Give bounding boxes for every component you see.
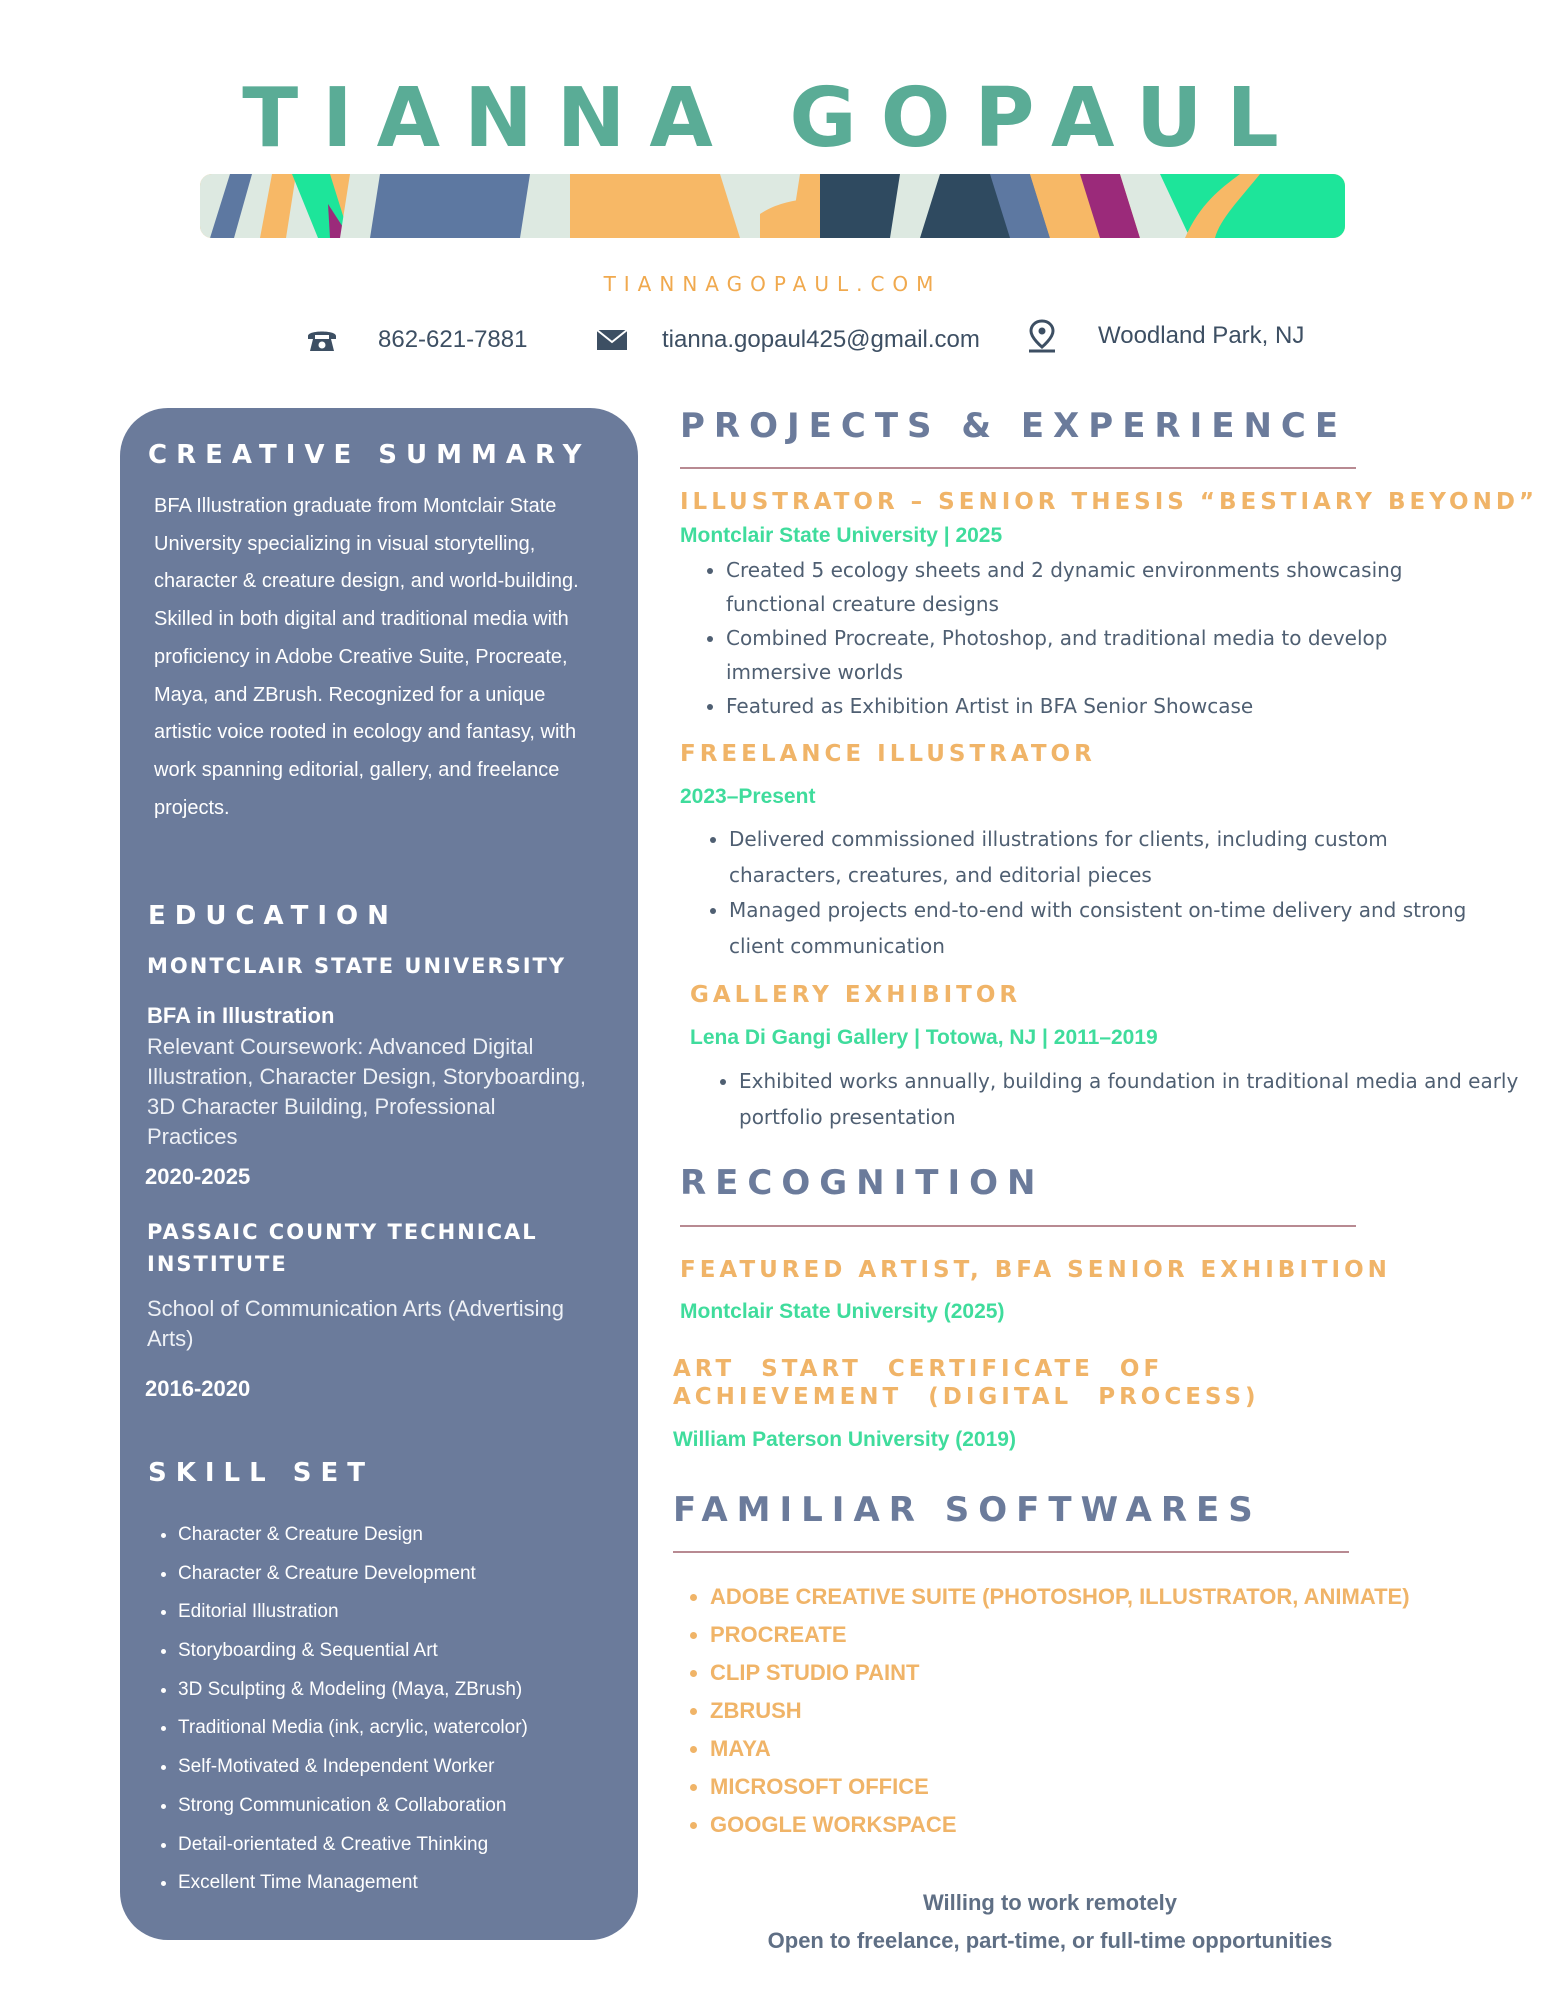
software-item: • ZBRUSH xyxy=(710,1692,1410,1730)
degree-title: BFA in Illustration xyxy=(147,1003,335,1028)
job-bullet: • Combined Procreate, Photoshop, and traditional media to develop immersive worlds xyxy=(726,621,1466,689)
section-divider xyxy=(680,467,1356,469)
school-years: 2016-2020 xyxy=(145,1376,251,1401)
school-name: MONTCLAIR STATE UNIVERSITY xyxy=(147,954,567,978)
coursework-text: Relevant Coursework: Advanced Digital Illustration, Character Design, Storyboarding, 3D Character Building, Professional Practices xyxy=(147,1034,586,1149)
software-item: • MICROSOFT OFFICE xyxy=(710,1768,1410,1806)
availability-note: Open to freelance, part-time, or full-time opportunities xyxy=(767,1928,1333,1953)
location-pin-icon xyxy=(1022,316,1062,356)
skill-item: • Self-Motivated & Independent Worker xyxy=(178,1748,528,1787)
email-contact xyxy=(592,318,980,362)
phone-contact xyxy=(302,318,527,362)
job-bullet: • Delivered commissioned illustrations for clients, including custom characters, creatures, and editorial pieces xyxy=(729,822,1489,893)
skill-item: • Character & Creature Development xyxy=(178,1555,528,1594)
email-address[interactable]: tianna.gopaul425@gmail.com xyxy=(662,326,980,353)
applicant-name: TIANNA GOPAUL xyxy=(242,71,1303,166)
job-bullets xyxy=(703,822,1489,964)
award-issuer: Montclair State University (2025) xyxy=(680,1300,1005,1323)
software-item: • CLIP STUDIO PAINT xyxy=(710,1654,1410,1692)
job-bullet: • Managed projects end-to-end with consistent on-time delivery and strong client communication xyxy=(729,893,1489,964)
school-years: 2020-2025 xyxy=(145,1164,251,1189)
job-subtitle: 2023–Present xyxy=(680,785,816,808)
job-bullets xyxy=(713,1064,1519,1135)
software-heading: FAMILIAR SOFTWARES xyxy=(673,1490,1262,1530)
award-issuer: William Paterson University (2019) xyxy=(673,1428,1016,1451)
creative-summary-text: BFA Illustration graduate from Montclair State University specializing in visual storytelling, character & creature design, and world-building. Skilled in both digital and traditional media with proficiency in Adobe Creative Suite, Procreate, Maya, and ZBrush. Recognized for a unique artistic voice rooted in ecology and fantasy, with work spanning editorial, gallery, and freelance projects. xyxy=(154,495,579,819)
school-name: PASSAIC COUNTY TECHNICAL INSTITUTE xyxy=(147,1220,538,1276)
envelope-icon xyxy=(592,320,632,360)
job-title: FREELANCE ILLUSTRATOR xyxy=(680,741,1096,767)
award-title: FEATURED ARTIST, BFA SENIOR EXHIBITION xyxy=(680,1257,1391,1283)
phone-number[interactable]: 862-621-7881 xyxy=(378,326,528,353)
award-title: ART START CERTIFICATE OF ACHIEVEMENT (DIGITAL PROCESS) xyxy=(673,1356,1260,1410)
skill-item: • Excellent Time Management xyxy=(178,1864,528,1903)
software-list xyxy=(680,1578,1410,1844)
decorative-banner xyxy=(200,174,1345,238)
banner-pattern-graphic xyxy=(200,174,1345,238)
skill-item: • Traditional Media (ink, acrylic, watercolor) xyxy=(178,1709,528,1748)
phone-icon xyxy=(302,320,342,360)
job-bullet: • Created 5 ecology sheets and 2 dynamic environments showcasing functional creature designs xyxy=(726,553,1466,621)
skill-item: • Detail-orientated & Creative Thinking xyxy=(178,1826,528,1865)
skill-item: • Character & Creature Design xyxy=(178,1516,528,1555)
job-title: GALLERY EXHIBITOR xyxy=(690,982,1022,1008)
job-bullets xyxy=(700,553,1466,723)
software-item: • GOOGLE WORKSPACE xyxy=(710,1806,1410,1844)
education-heading: EDUCATION xyxy=(148,901,398,931)
skill-list xyxy=(148,1516,528,1903)
section-divider xyxy=(680,1225,1356,1227)
sidebar-panel xyxy=(120,408,638,1940)
job-subtitle: Montclair State University | 2025 xyxy=(680,524,1003,547)
skill-item: • Storyboarding & Sequential Art xyxy=(178,1632,528,1671)
job-subtitle: Lena Di Gangi Gallery | Totowa, NJ | 2011–2019 xyxy=(690,1026,1158,1049)
recognition-heading: RECOGNITION xyxy=(680,1163,1045,1203)
section-divider xyxy=(673,1551,1349,1553)
skill-set-heading: SKILL SET xyxy=(148,1458,374,1488)
location-contact xyxy=(1022,314,1304,358)
software-item: • MAYA xyxy=(710,1730,1410,1768)
software-item: • ADOBE CREATIVE SUITE (PHOTOSHOP, ILLUSTRATOR, ANIMATE) xyxy=(710,1578,1410,1616)
creative-summary-heading: CREATIVE SUMMARY xyxy=(148,440,591,470)
job-title: ILLUSTRATOR – SENIOR THESIS “BESTIARY BEYOND” xyxy=(680,489,1539,515)
location-text: Woodland Park, NJ xyxy=(1098,322,1305,349)
software-item: • PROCREATE xyxy=(710,1616,1410,1654)
skill-item: • Strong Communication & Collaboration xyxy=(178,1787,528,1826)
coursework-text: School of Communication Arts (Advertising Arts) xyxy=(147,1296,564,1351)
skill-item: • 3D Sculpting & Modeling (Maya, ZBrush) xyxy=(178,1671,528,1710)
skill-item: • Editorial Illustration xyxy=(178,1593,528,1632)
projects-heading: PROJECTS & EXPERIENCE xyxy=(680,406,1348,446)
website-link[interactable]: TIANNAGOPAUL.COM xyxy=(603,272,942,296)
remote-note: Willing to work remotely xyxy=(922,1890,1178,1915)
job-bullet: • Exhibited works annually, building a foundation in traditional media and early portfolio presentation xyxy=(739,1064,1519,1135)
job-bullet: • Featured as Exhibition Artist in BFA Senior Showcase xyxy=(726,689,1466,723)
